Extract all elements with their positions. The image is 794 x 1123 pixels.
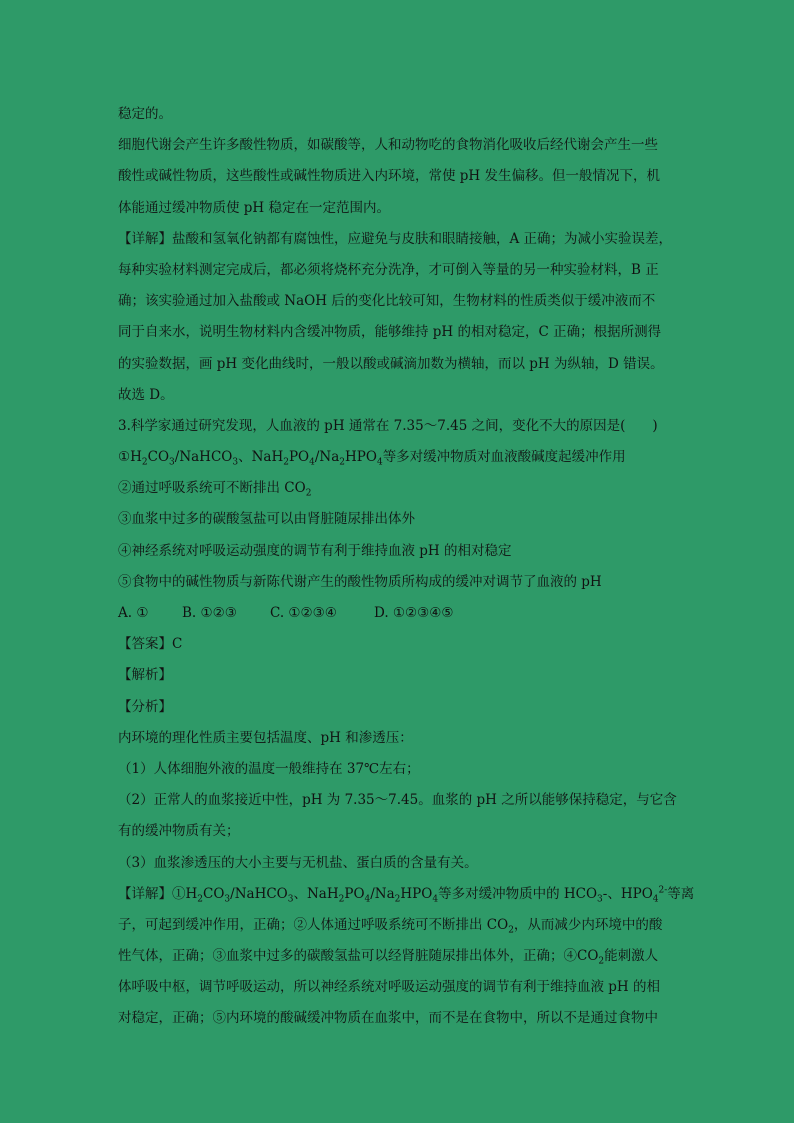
text-run: -、HPO xyxy=(602,885,653,902)
subscript: 4 xyxy=(432,894,439,905)
text-run: HPO xyxy=(345,449,377,466)
analysis-subheading: 【分析】 xyxy=(118,698,172,715)
subscript: 2 xyxy=(339,457,346,468)
subscript: 3 xyxy=(232,457,239,468)
text-run: CO xyxy=(203,885,225,902)
text-line: （3）血浆渗透压的大小主要与无机盐、蛋白质的含量有关。 xyxy=(118,854,478,871)
text-line: 确；该实验通过加入盐酸或 NaOH 后的变化比较可知，生物材料的性质类似于缓冲液而不 xyxy=(118,293,656,310)
text-run: PO xyxy=(344,885,365,902)
statement-3: ③血浆中过多的碳酸氢盐可以由肾脏随尿排出体外 xyxy=(118,511,415,528)
text-run: /NaHCO xyxy=(230,885,288,902)
text-run: HPO xyxy=(400,885,433,902)
text-run: PO xyxy=(288,449,310,466)
text-run: CO xyxy=(147,449,170,466)
option-b: B. ①②③ xyxy=(182,605,237,621)
subscript: 4 xyxy=(309,457,315,468)
statement-5: ⑤食物中的碱性物质与新陈代谢产生的酸性物质所构成的缓冲对调节了血液的 pH xyxy=(118,573,602,590)
text-run: 性气体，正确；③血浆中过多的碳酸氢盐可以经肾脏随尿排出体外，正确；④CO xyxy=(118,948,599,965)
text-line: 体呼吸中枢，调节呼吸运动，所以神经系统对呼吸运动强度的调节有利于维持血液 pH 的相 xyxy=(118,979,660,996)
subscript: 2 xyxy=(305,488,312,499)
text-line: 有的缓冲物质有关； xyxy=(118,823,240,840)
text-line: 每种实验材料测定完成后，都必须将烧杯充分洗净，才可倒入等量的另一种实验材料，B 正 xyxy=(118,261,659,278)
text-line xyxy=(118,910,678,941)
subscript: 3 xyxy=(224,894,231,905)
option-d: D. ①②③④⑤ xyxy=(374,605,454,621)
detail-line xyxy=(118,879,695,910)
text-run: 、NaH xyxy=(238,449,284,466)
text-run: 等多对缓冲物质对血液酸碱度起缓冲作用 xyxy=(382,449,626,466)
text-line xyxy=(118,941,678,972)
text-line: 对稳定，正确；⑤内环境的酸碱缓冲物质在血浆中，而不是在食物中，所以不是通过食物中 xyxy=(118,1010,658,1027)
text-run: /Na xyxy=(370,885,395,902)
text-run: 等多对缓冲物质中的 HCO xyxy=(438,885,598,902)
subscript: 2 xyxy=(598,956,605,967)
subscript: 3 xyxy=(287,894,294,905)
text-line: 体能通过缓冲物质使 pH 稳定在一定范围内。 xyxy=(118,199,390,216)
text-line: 同于自来水，说明生物材料内含缓冲物质，能够维持 pH 的相对稳定，C 正确；根据所测得 xyxy=(118,324,662,341)
text-run: ①H xyxy=(118,449,142,466)
subscript: 2 xyxy=(394,894,401,905)
answer-options xyxy=(118,598,678,629)
answer-label: 【答案】C xyxy=(118,636,183,653)
text-run: ，从而减少内环境中的酸 xyxy=(513,916,663,933)
option-c: C. ①②③④ xyxy=(270,605,337,621)
subscript: 4 xyxy=(376,457,383,468)
document-body xyxy=(118,99,695,1035)
text-run: /NaHCO xyxy=(174,449,233,466)
option-a: A. ① xyxy=(118,605,149,621)
subscript: 2 xyxy=(508,925,514,936)
analysis-heading: 【解析】 xyxy=(118,667,172,684)
text-line: 稳定的。 xyxy=(118,106,172,122)
text-run: 、NaH xyxy=(293,885,339,902)
text-line: 的实验数据，画 pH 变化曲线时，一般以酸或碱滴加数为横轴，而以 pH 为纵轴，D 错误。 xyxy=(118,355,664,372)
text-run: /Na xyxy=(314,449,340,466)
text-line: （1）人体细胞外液的温度一般维持在 37℃左右； xyxy=(118,760,420,777)
text-run: 子，可起到缓冲作用，正确；②人体通过呼吸系统可不断排出 CO xyxy=(118,916,509,933)
question-stem: 3.科学家通过研究发现，人血液的 pH 通常在 7.35～7.45 之间，变化不大的原因是( ) xyxy=(118,417,658,434)
statement-4: ④神经系统对呼吸运动强度的调节有利于维持血液 pH 的相对稳定 xyxy=(118,542,512,559)
text-run: 【详解】①H xyxy=(118,885,198,902)
subscript: 2 xyxy=(283,457,289,468)
statement-1 xyxy=(118,442,678,473)
text-line: 细胞代谢会产生许多酸性物质，如碳酸等，人和动物吃的食物消化吸收后经代谢会产生一些 xyxy=(118,137,658,154)
subscript: 4 xyxy=(652,894,659,905)
text-run: 等离 xyxy=(667,885,695,902)
superscript: 2- xyxy=(658,885,668,896)
subscript: 3 xyxy=(597,894,603,905)
text-line: 酸性或碱性物质，这些酸性或碱性物质进入内环境，常使 pH 发生偏移。但一般情况下，机 xyxy=(118,168,660,185)
subscript: 2 xyxy=(197,894,204,905)
subscript: 2 xyxy=(141,457,148,468)
text-line: 故选 D。 xyxy=(118,386,174,403)
subscript: 2 xyxy=(338,894,345,905)
text-line: （2）正常人的血浆接近中性，pH 为 7.35～7.45。血浆的 pH 之所以能够保持稳定，与它含 xyxy=(118,792,677,809)
text-run: ②通过呼吸系统可不断排出 CO xyxy=(118,480,306,497)
detail-line: 【详解】盐酸和氢氧化钠都有腐蚀性，应避免与皮肤和眼睛接触，A 正确；为减小实验误差， xyxy=(118,230,673,247)
subscript: 3 xyxy=(169,457,175,468)
text-run: 能刺激人 xyxy=(604,948,659,965)
text-line: 内环境的理化性质主要包括温度、pH 和渗透压： xyxy=(118,729,413,746)
statement-2 xyxy=(118,473,678,504)
subscript: 4 xyxy=(364,894,371,905)
